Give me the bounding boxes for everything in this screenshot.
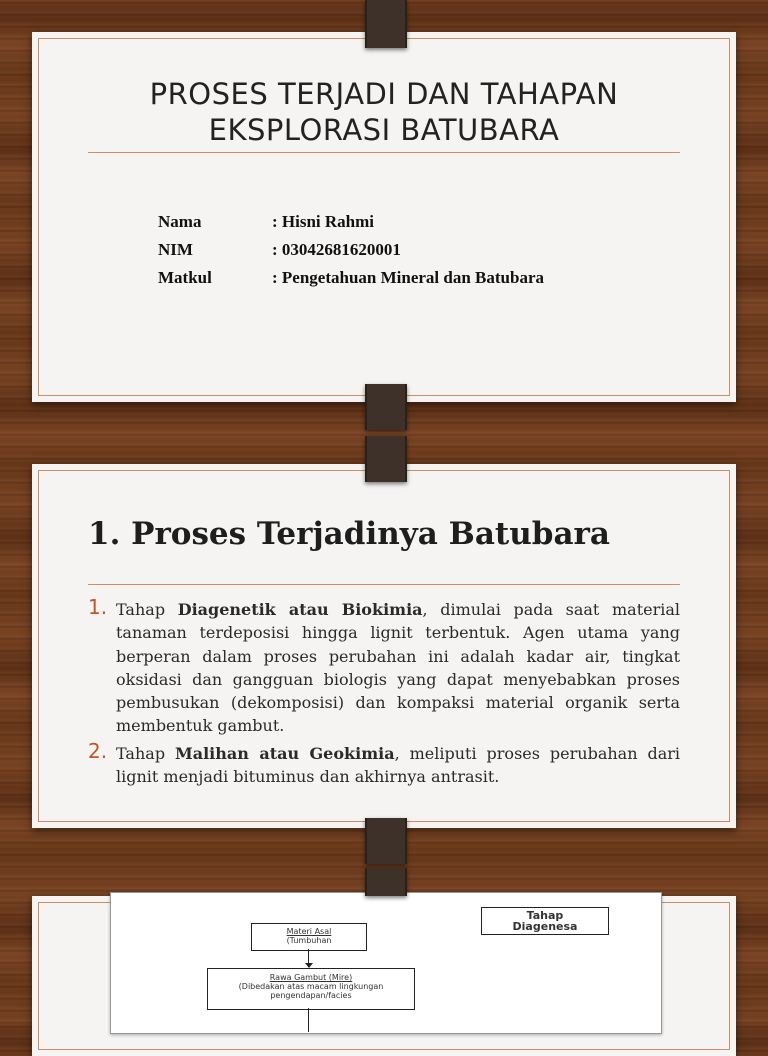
content-slide [32, 464, 736, 828]
item-text: , dimulai pada saat material tanaman terdeposisi hingga lignit terbentuk. Agen utama yang berperan dalam proses perubahan ini adalah kadar air, tingkat oksidasi dan gangguan biologis yang dapat menyebabkan proses pembusukan (dekomposisi) dan kompaksi material organik serta membentuk gambut. [116, 600, 681, 736]
process-list [88, 595, 681, 792]
info-value: : Hisni Rahmi [272, 212, 375, 231]
info-key: Nama [158, 212, 202, 231]
diagram-box-peat [207, 968, 415, 1010]
binder-clip [365, 384, 407, 430]
info-row-nama [158, 208, 544, 236]
binder-clip [365, 818, 407, 864]
box-sublabel: pengendapan/facies [270, 991, 352, 1000]
title-slide [32, 32, 736, 402]
info-row-nim [158, 236, 544, 264]
diagram-connector [308, 1008, 309, 1032]
stage-label: Tahap [526, 909, 564, 922]
item-term: Malihan atau Geokimia [175, 743, 395, 763]
heading-divider [88, 584, 680, 585]
diagram-box-source [251, 923, 367, 951]
box-sublabel: (Tumbuhan [286, 936, 332, 945]
box-label: Materi Asal [286, 927, 332, 936]
info-key: Matkul [158, 268, 212, 287]
binder-clip [365, 436, 407, 482]
list-item [88, 738, 681, 789]
list-item [88, 595, 681, 738]
box-label: Rawa Gambut (Mire) [269, 973, 353, 982]
title-line-2: EKSPLORASI BATUBARA [208, 113, 560, 147]
item-text: Tahap [116, 743, 176, 763]
slide-heading: 1. Proses Terjadinya Batubara [88, 516, 610, 552]
box-sublabel: (Dibedakan atas macam lingkungan [238, 982, 384, 991]
diagenesis-diagram [110, 892, 662, 1034]
info-row-matkul [158, 264, 544, 292]
binder-clip [365, 0, 407, 48]
slide-title [32, 76, 736, 148]
list-number: 2. [88, 738, 108, 763]
info-value: : 03042681620001 [272, 240, 401, 259]
title-line-1: PROSES TERJADI DAN TAHAPAN [149, 77, 619, 111]
list-number: 1. [88, 595, 108, 619]
item-text: , meliputi proses perubahan dari lignit menjadi bituminus dan akhirnya antrasit. [116, 743, 681, 787]
stage-label-box [481, 907, 609, 935]
stage-label: Diagenesa [512, 920, 578, 933]
info-value: : Pengetahuan Mineral dan Batubara [272, 268, 545, 287]
binder-clip [365, 868, 407, 896]
item-term: Diagenetik atau Biokimia [177, 600, 423, 619]
item-text: Tahap [116, 600, 178, 619]
author-info [158, 208, 544, 292]
title-divider [88, 152, 680, 153]
info-key: NIM [158, 240, 193, 259]
